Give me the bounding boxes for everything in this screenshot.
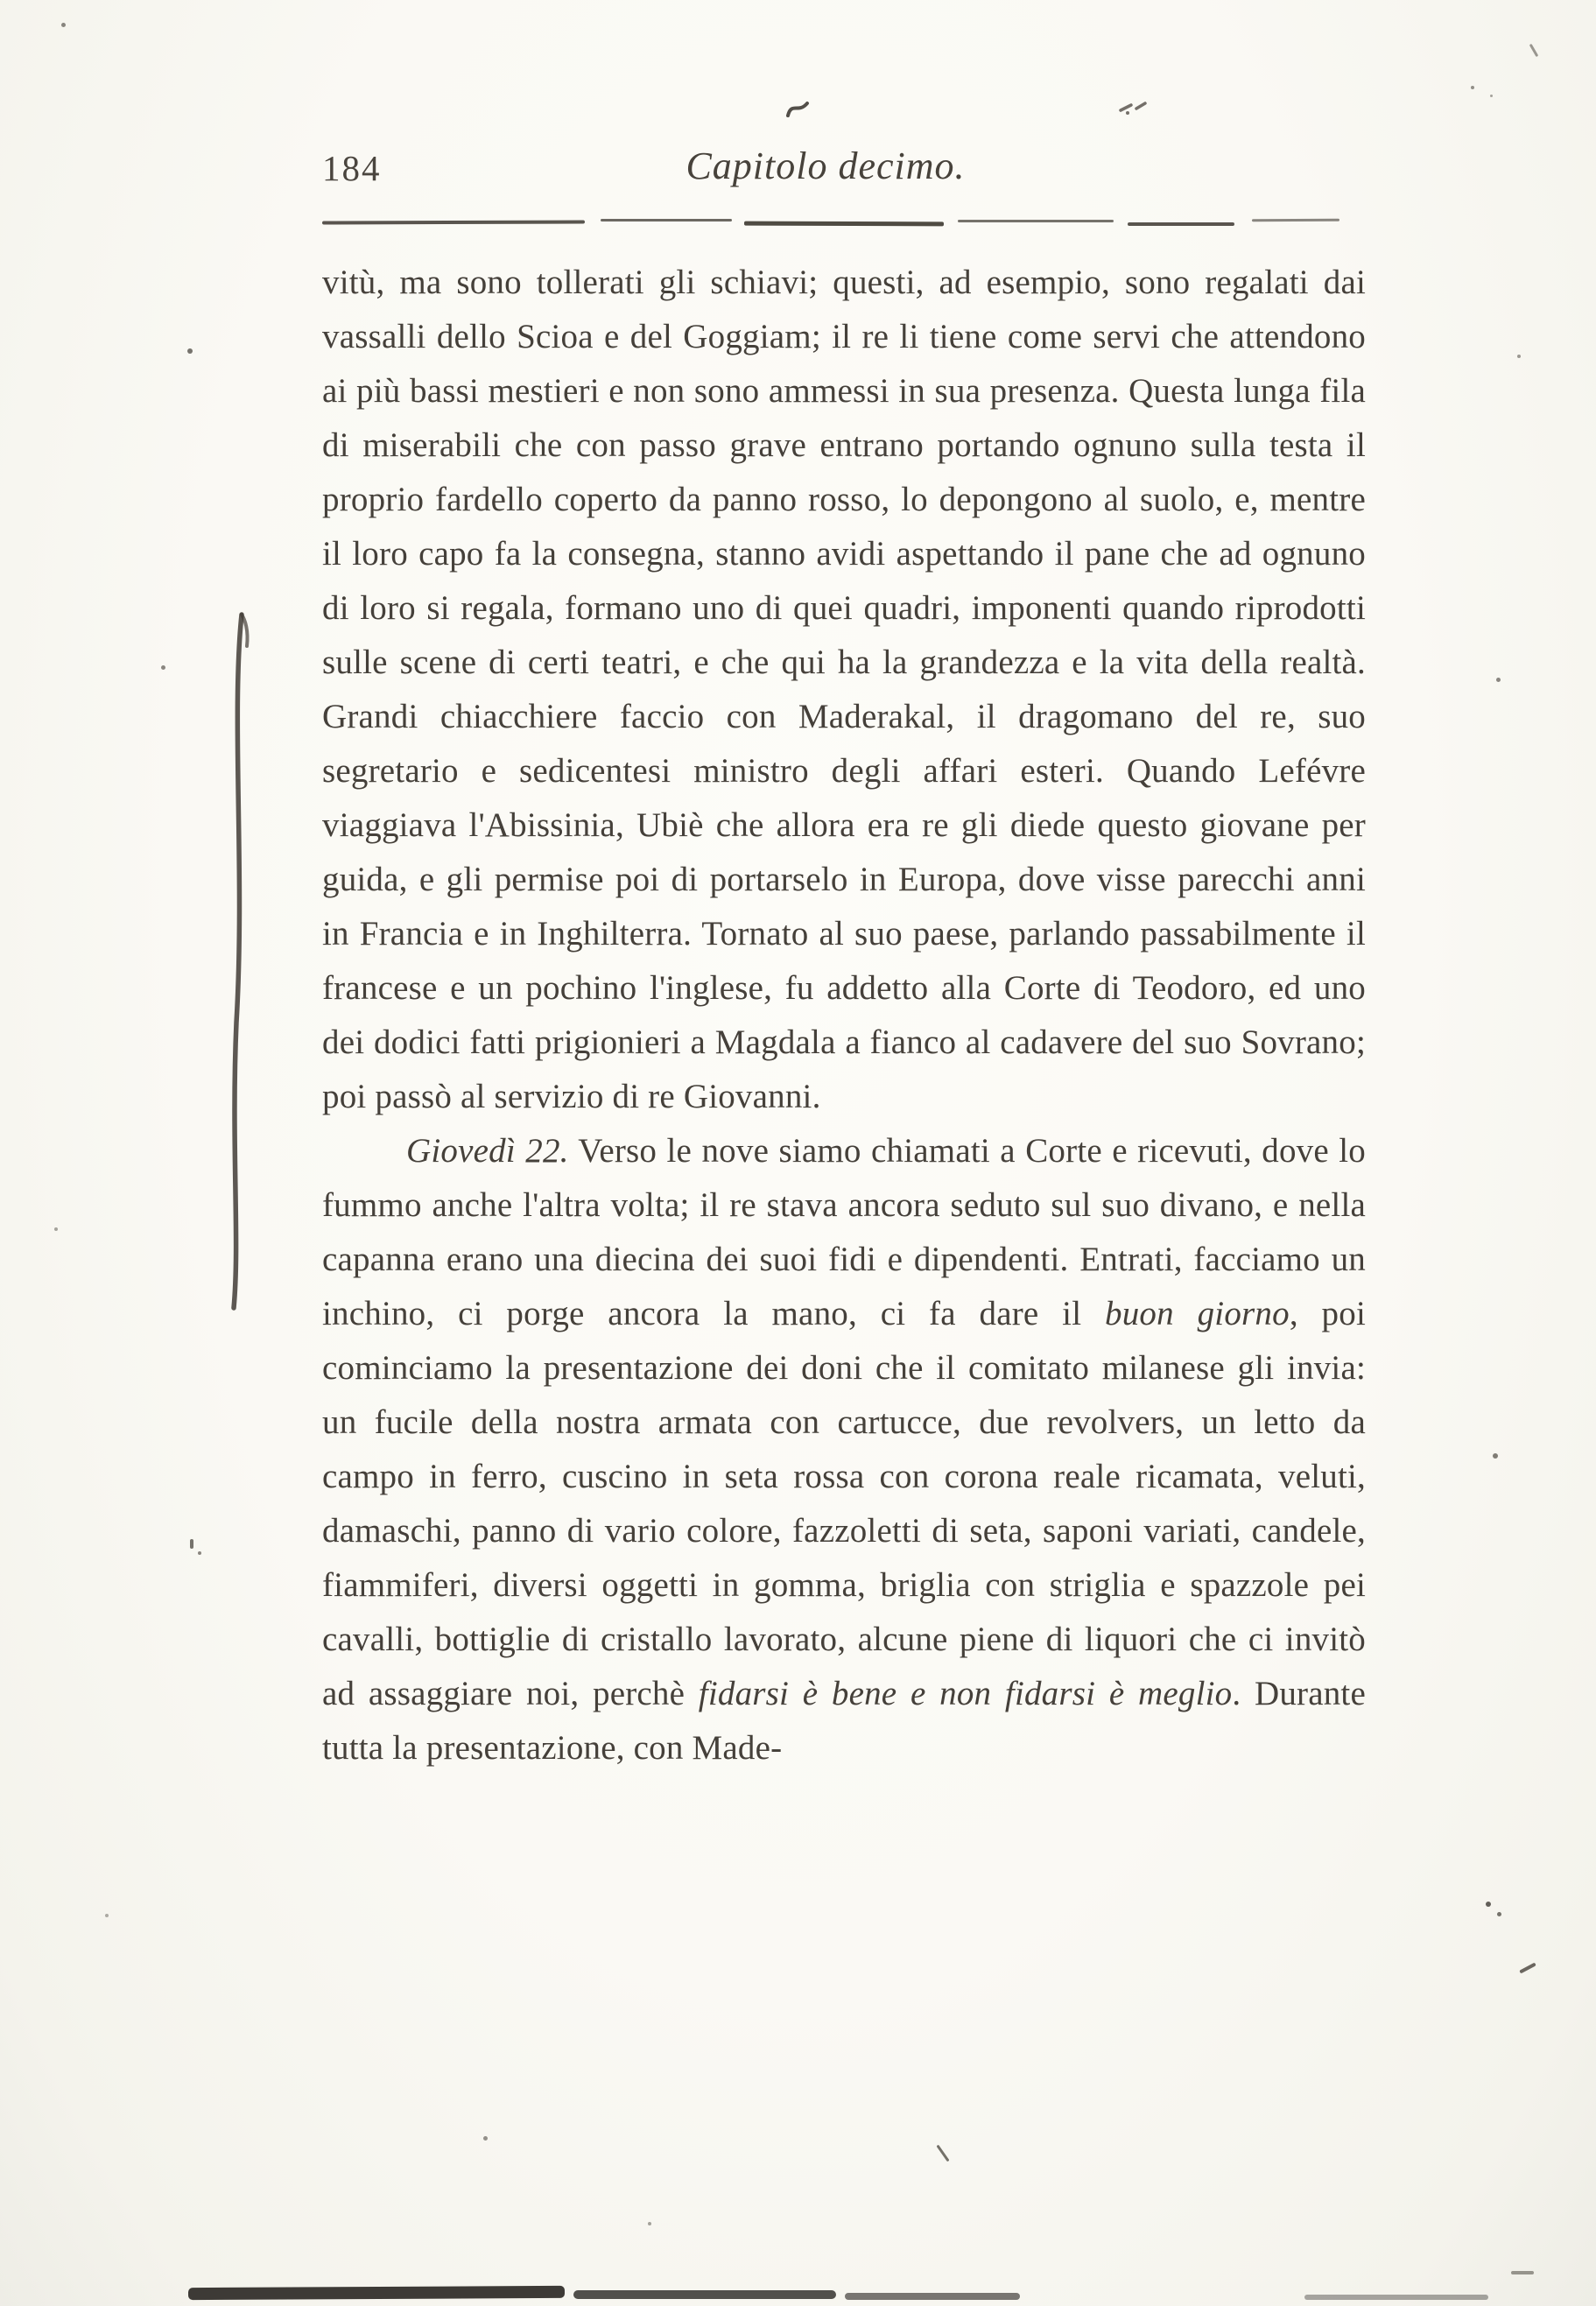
scan-edge-smudge <box>845 2293 1020 2300</box>
text-block <box>322 256 1366 1775</box>
italic-text-run: fidarsi è bene e non fidarsi è meglio <box>698 1675 1233 1712</box>
scan-speck <box>54 1227 58 1231</box>
rule-segment <box>958 220 1114 222</box>
scan-speck <box>161 665 165 670</box>
scan-speck <box>1486 1902 1491 1907</box>
scan-speck <box>1490 95 1493 97</box>
text-run: Verso le nove siamo chiamati a Corte e ricevuti, dove lo fummo anche l'altra volta; il re stava ancora seduto sul suo divano, e nella capanna erano una diecina dei suoi fidi e dipendenti. Entrati, facciamo un inchino, ci porge ancora la mano, ci fa dare il <box>322 1132 1366 1332</box>
chapter-header: Capitolo decimo. <box>686 144 966 187</box>
scan-speck <box>483 2136 488 2141</box>
rule-segment <box>1128 222 1234 226</box>
ink-squiggle <box>784 98 811 121</box>
scan-speck <box>61 23 66 27</box>
ink-dash <box>1511 2271 1534 2274</box>
scan-speck <box>1517 355 1521 358</box>
text-run: , poi cominciamo la presentazione dei doni che il comitato milanese gli invia: un fucile della nostra armata con cartucce, due revolvers, un letto da campo in ferro, cuscino in seta rossa con corona reale ricamata, veluti, damaschi, panno di vario colore, fazzoletti di seta, saponi variati, candele, fiammiferi, diversi oggetti in gomma, briglia con striglia e spazzole pei cavalli, bottiglie di cristallo lavorato, alcune piene di liquori che ci invitò ad assaggiare noi, perchè <box>322 1295 1366 1712</box>
page-number: 184 <box>322 148 382 188</box>
scan-speck <box>1496 678 1501 682</box>
paragraph <box>322 1124 1366 1775</box>
rule-segment <box>601 219 732 221</box>
ink-dash <box>936 2145 949 2162</box>
rule-segment <box>322 220 585 224</box>
scan-speck <box>648 2222 651 2225</box>
ink-dash <box>1529 44 1539 57</box>
italic-text-run: buon giorno <box>1105 1295 1290 1332</box>
header-rule <box>322 219 1346 228</box>
rule-segment <box>744 221 944 227</box>
scan-speck <box>1471 86 1474 89</box>
margin-pen-mark <box>222 611 257 1311</box>
text-run: vitù, ma sono tollerati gli schiavi; questi, ad esempio, sono regalati dai vassalli dello Scioa e del Goggiam; il re li tiene come servi che attendono ai più bassi mestieri e non sono ammessi in sua presenza. Questa lunga fila di miserabili che con passo grave entrano portando ognuno sulla testa il proprio fardello coperto da panno rosso, lo depongono al suolo, e, mentre il loro capo fa la consegna, stanno avidi aspettando il pane che ad ognuno di loro si regala, formano uno di quei quadri, imponenti quando riprodotti sulle scene di certi teatri, e che qui ha la grandezza e la vita della realtà. Grandi chiacchiere faccio con Maderakal, il dragomano del re, suo segretario e sedicentesi ministro degli affari esteri. Quando Lefévre viaggiava l'Abissinia, Ubiè che allora era re gli diede questo giovane per guida, e gli permise poi di portarselo in Europa, dove visse parecchi anni in Francia e in Inghilterra. Tornato al suo paese, parlando passabilmente il francese e un pochino l'inglese, fu addetto alla Corte di Teodoro, ed uno dei dodici fatti prigionieri a Magdala a fianco al cadavere del suo Sovrano; poi passò al servizio di re Giovanni. <box>322 264 1366 1115</box>
ink-dash <box>1519 1963 1536 1974</box>
italic-text-run: Giovedì 22. <box>406 1132 569 1170</box>
scan-edge-smudge <box>188 2286 565 2300</box>
rule-segment <box>1252 219 1339 222</box>
text-run: . Durante tutta la presentazione, con Made- <box>322 1675 1366 1767</box>
ink-mark <box>1119 98 1149 116</box>
scan-edge-smudge <box>1304 2295 1488 2300</box>
scan-speck <box>187 348 193 354</box>
scan-speck <box>198 1551 201 1555</box>
scan-speck <box>1497 1912 1501 1916</box>
paragraph <box>322 256 1366 1124</box>
scan-speck <box>190 1539 193 1549</box>
scan-speck <box>1493 1453 1498 1459</box>
scan-edge-smudge <box>573 2290 836 2299</box>
scan-speck <box>105 1914 109 1917</box>
